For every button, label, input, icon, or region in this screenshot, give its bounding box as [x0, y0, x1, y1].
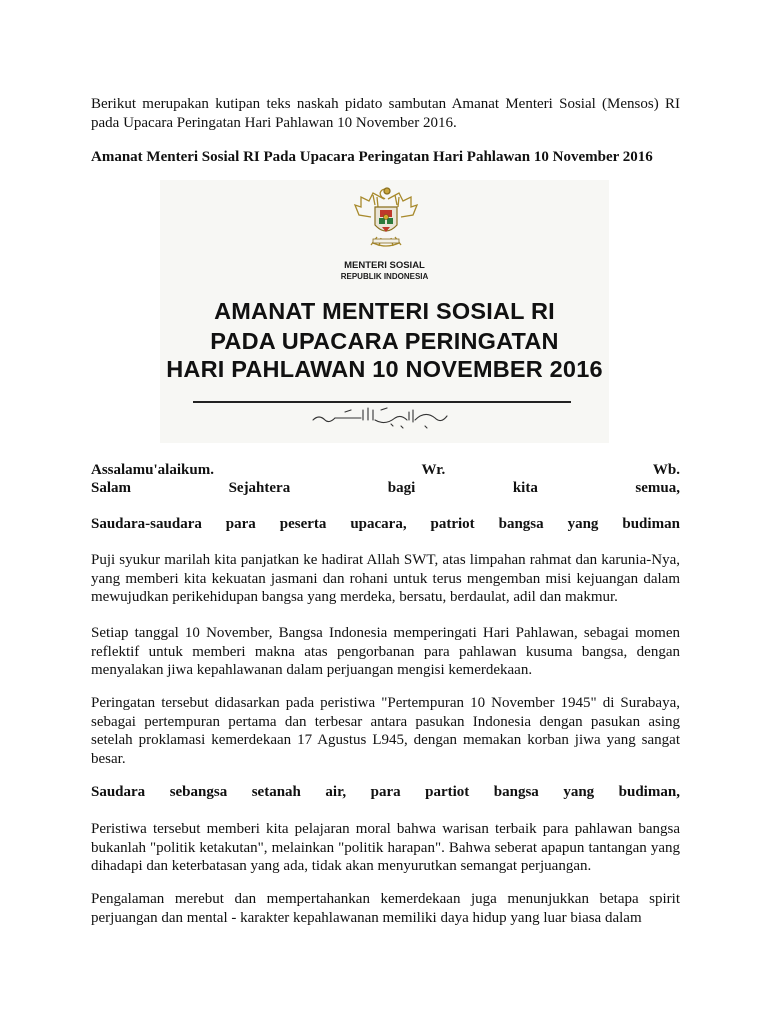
greeting-word: Sejahtera [228, 480, 291, 496]
greeting-line-1 [91, 461, 680, 480]
intro-paragraph: Berikut merupakan kutipan teks naskah pidato sambutan Amanat Menteri Sosial (Mensos) RI pada Upacara Peringatan Hari Pahlawan 10 November 2016. [91, 96, 680, 131]
address-word: bangsa [498, 516, 544, 532]
address-word: yang [563, 784, 595, 800]
body-paragraph: Setiap tanggal 10 November, Bangsa Indonesia memperingati Hari Pahlawan, sebagai momen reflektif untuk memberi makna atas pengorbanan para pahlawan kusuma bangsa, dengan menyalakan jiwa kepahlawanan dalam perjuangan mengisi kemerdekaan. [91, 625, 680, 678]
address-word: yang [567, 516, 599, 532]
address-word: Saudara-saudara [91, 516, 202, 532]
address-word: bangsa [493, 784, 539, 800]
greeting-word: bagi [387, 480, 416, 496]
body-paragraph: Pengalaman merebut dan mempertahankan kemerdekaan juga menunjukkan betapa spirit perjuangan dan mental - karakter kepahlawanan memiliki daya hidup yang luar biasa dalam [91, 891, 680, 926]
banner-divider [193, 401, 571, 403]
banner-title-line-1: AMANAT MENTERI SOSIAL RI [214, 298, 555, 324]
address-word: Saudara [91, 784, 146, 800]
basmala-calligraphy-icon [305, 404, 455, 432]
address-word: para [225, 516, 256, 532]
greeting-word: kita [512, 480, 538, 496]
speech-banner-image [160, 180, 609, 443]
body-paragraph: Peringatan tersebut didasarkan pada peristiwa "Pertempuran 10 November 1945" di Surabaya, sebagai pertempuran pertama dan terbesar antara pasukan Indonesia dengan pasukan asing setelah proklamasi kemerdekaan 17 Agustus L945, dengan memakan korban jiwa yang sangat besar. [91, 695, 680, 767]
body-paragraph: Peristiwa tersebut memberi kita pelajaran moral bahwa warisan terbaik para pahlawan bangsa bukanlah "politik ketakutan", melainkan "politik harapan". Bahwa seberat apapun tantangan yang dihadapi dan keterbatasan yang ada, tidak akan menyurutkan semangat perjuangan. [91, 821, 680, 874]
greeting-word: Assalamu'alaikum. [91, 462, 214, 478]
greeting-word: Wr. [421, 462, 446, 478]
address-word: upacara, [350, 516, 407, 532]
greeting-word: Salam [91, 480, 132, 496]
greeting-line-2 [91, 479, 680, 498]
ministry-label: MENTERI SOSIAL [344, 260, 425, 271]
body-paragraph: Puji syukur marilah kita panjatkan ke hadirat Allah SWT, atas limpahan rahmat dan karunia-Nya, yang memberi kita kekuatan jasmani dan rohani untuk terus mengemban misi kejuangan dalam mewujudkan perikehidupan bangsa yang merdeka, bersatu, berdaulat, adil dan makmur. [91, 552, 680, 605]
address-word: patriot [430, 516, 475, 532]
document-heading: Amanat Menteri Sosial RI Pada Upacara Peringatan Hari Pahlawan 10 November 2016 [91, 149, 653, 165]
address-word: budiman, [618, 784, 680, 800]
address-word: partiot [425, 784, 470, 800]
address-word: para [370, 784, 401, 800]
address-word: setanah [251, 784, 301, 800]
address-line-1 [91, 515, 680, 534]
garuda-emblem-icon [351, 183, 421, 251]
republic-label: REPUBLIK INDONESIA [340, 272, 429, 281]
banner-title-line-3: HARI PAHLAWAN 10 NOVEMBER 2016 [166, 356, 603, 382]
address-word: air, [325, 784, 347, 800]
greeting-word: semua, [635, 480, 680, 496]
address-word: sebangsa [169, 784, 228, 800]
address-word: budiman [622, 516, 680, 532]
address-line-2 [91, 783, 680, 802]
address-word: peserta [279, 516, 327, 532]
greeting-word: Wb. [652, 462, 680, 478]
banner-title-line-2: PADA UPACARA PERINGATAN [210, 328, 559, 354]
